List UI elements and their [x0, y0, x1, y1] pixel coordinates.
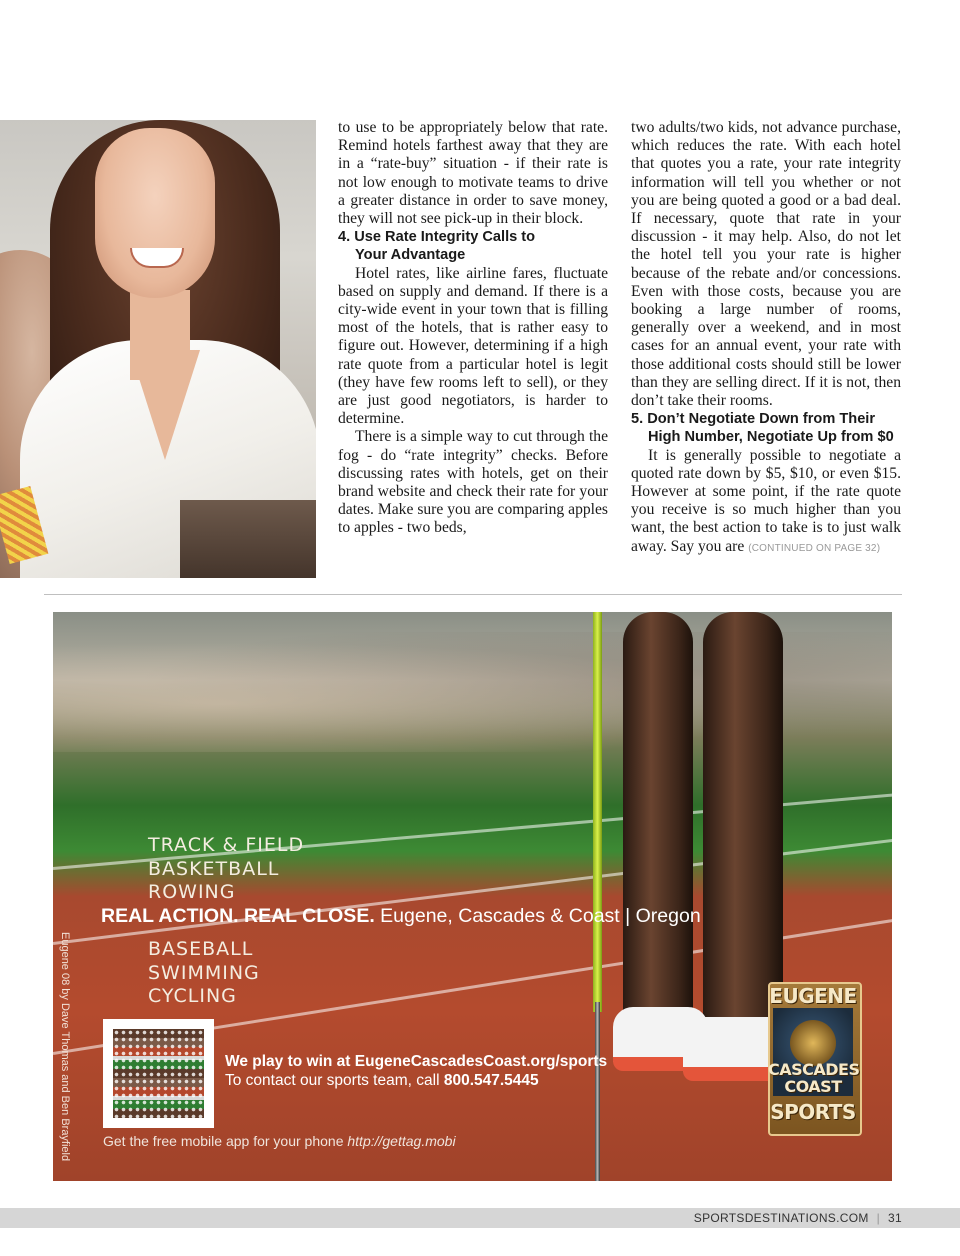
section-5-heading	[631, 410, 901, 446]
section-5-heading-line1: 5. Don’t Negotiate Down from Their	[631, 411, 876, 428]
col2-paragraph-1: two adults/two kids, not advance purchase, which reduces the rate. With each hotel that quotes you a rate, your rate integrity information will tell you whether or not you are being quoted a good or a bad deal. If necessary, quote that rate in your discussion - it may help. Also, do not let the hotel tell you your rate is higher because of the rebate and/or concessions. Even with those costs, because you are booking a large number of rooms, generally over a weekend, and in most cases for an annual event, your rate with those additional costs should still be lower than they are selling direct. If it is not, then don’t take their rooms.	[631, 119, 901, 410]
col2-paragraph-2	[631, 447, 901, 558]
logo-line-1: EUGENE	[769, 984, 857, 1008]
athlete-right-leg	[703, 612, 783, 1042]
face-shape	[95, 128, 215, 298]
sport-item: BASEBALL	[148, 938, 254, 960]
article-column-2	[631, 119, 901, 558]
javelin-pole	[593, 612, 602, 1012]
col1-paragraph-1: to use to be appropriately below that rate. Remind hotels farthest away that they are in a “rate-buy” situation - if their rate is not low enough to motivate teams to drive a greater distance in order to save money, they will not see pick-up in their block.	[338, 119, 608, 228]
section-4-heading	[338, 228, 608, 264]
athlete-left-leg	[623, 612, 693, 1032]
col1-paragraph-3: There is a simple way to cut through the fog - do “rate integrity” checks. Before discussing rates with hotels, get on their brand website and check their rate for your dates. Make sure you are comparing apples to apples - two beds,	[338, 428, 608, 537]
qr-code[interactable]	[103, 1019, 214, 1128]
advertisement	[53, 612, 892, 1181]
sports-list-top	[148, 834, 304, 905]
section-5-heading-line2: High Number, Negotiate Up from $0	[648, 429, 894, 446]
footer-site: SPORTSDESTINATIONS.COM	[693, 1211, 869, 1225]
eugene-cascades-coast-sports-logo	[768, 982, 858, 1132]
qr-code-dots	[113, 1029, 204, 1118]
section-4-heading-line2: Your Advantage	[355, 247, 466, 264]
section-divider	[44, 594, 902, 595]
sport-item: ROWING	[148, 881, 236, 903]
logo-line-3: COAST	[784, 1077, 842, 1096]
col1-paragraph-2: Hotel rates, like airline fares, fluctuate based on supply and demand. If there is a city-wide event in your town that is filling most of the hotels, that is rather easy to figure out. However, determining if a high rate quote from a particular hotel is legit (they have few rooms left to sell), or they are just good negotiators, is harder to determine.	[338, 264, 608, 428]
article-photo	[0, 120, 316, 578]
col2-paragraph-2-text: It is generally possible to negotiate a quoted rate down by $5, $10, or even $15. However at some point, if the rate quote you receive is so much higher than you want, the best action to take is to just walk away. Say you are	[631, 446, 901, 555]
ad-app-line	[103, 1133, 456, 1149]
neck-shape	[130, 290, 190, 380]
contact-text: To contact our sports team, call	[225, 1072, 444, 1089]
contact-phone: 800.547.5445	[443, 1072, 539, 1089]
footer-separator: |	[876, 1211, 881, 1225]
app-url: http://gettag.mobi	[347, 1133, 456, 1149]
javelin-tip	[595, 1002, 600, 1181]
ad-contact-line	[225, 1072, 539, 1090]
tagline-rest: Eugene, Cascades & Coast | Oregon	[374, 905, 701, 927]
tagline-bold: REAL ACTION. REAL CLOSE.	[101, 905, 375, 927]
sports-list-bottom	[148, 938, 260, 1009]
ad-website-line: We play to win at EugeneCascadesCoast.org/sports	[225, 1053, 608, 1070]
app-text: Get the free mobile app for your phone	[103, 1133, 348, 1149]
section-4-heading-line1: 4. Use Rate Integrity Calls to	[338, 229, 536, 246]
photo-credit: Eugene 08 by Dave Thomas and Ben Brayfield	[59, 932, 71, 1162]
page-number: 31	[888, 1211, 902, 1225]
continued-note: (CONTINUED ON PAGE 32)	[748, 542, 881, 554]
sport-item: CYCLING	[148, 985, 237, 1007]
ad-tagline	[101, 905, 701, 928]
sport-item: BASKETBALL	[148, 857, 280, 880]
sport-item: TRACK & FIELD	[148, 834, 305, 856]
table-shape	[180, 500, 316, 578]
footer	[694, 1209, 902, 1227]
sport-item: SWIMMING	[148, 961, 260, 984]
logo-line-4: SPORTS	[770, 1100, 856, 1124]
logo-line-2: CASCADES	[768, 1060, 860, 1079]
article-column-1	[338, 119, 608, 538]
